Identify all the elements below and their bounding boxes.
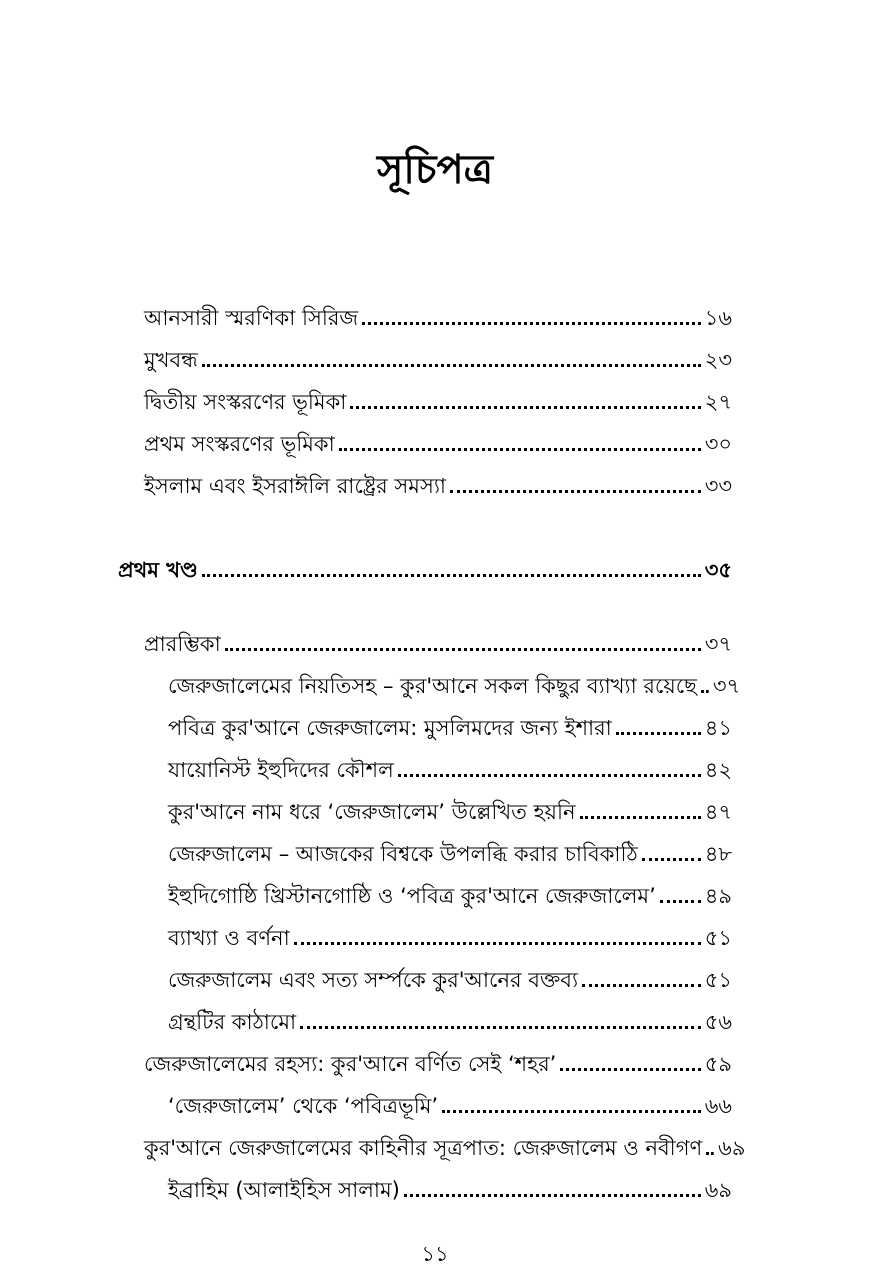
toc-entry-title: কুর'আনে জেরুজালেমের কাহিনীর সূত্রপাত: জেরুজালেম ও নবীগণ — [144, 1136, 703, 1160]
dot-leader — [706, 1152, 714, 1155]
toc-entry[interactable] — [144, 464, 732, 500]
toc-entry-title: ব্যাখ্যা ও বর্ণনা — [168, 926, 290, 950]
toc-entry-title: জেরুজালেমের নিয়তিসহ – কুর'আনে সকল কিছুর ব্যাখ্যা রয়েছে — [168, 674, 697, 698]
toc-entry-title: প্রথম সংস্করণের ভূমিকা — [144, 432, 335, 456]
dot-leader — [404, 1194, 701, 1197]
dot-leader — [560, 1068, 700, 1071]
toc-entry[interactable] — [144, 380, 732, 416]
toc-entry-title: যায়োনিস্ট ইহুদিদের কৌশল — [168, 758, 394, 782]
toc-subentry[interactable] — [168, 958, 732, 994]
toc-subentry[interactable] — [168, 706, 732, 742]
toc-entry-page: ৪২ — [704, 758, 732, 782]
dot-leader — [202, 574, 701, 577]
toc-entry-page: ৬৬ — [704, 1094, 732, 1118]
dot-leader — [580, 816, 701, 819]
toc-entry[interactable] — [144, 1126, 746, 1162]
dot-leader — [294, 942, 701, 945]
toc-entry-page: ১৬ — [704, 306, 732, 330]
toc-entry-page: ৫৯ — [704, 1052, 732, 1076]
toc-subentry[interactable] — [168, 874, 732, 910]
dot-leader — [701, 690, 709, 693]
dot-leader — [582, 984, 701, 987]
toc-entry-page: ৬৯ — [718, 1136, 746, 1160]
toc-subentry[interactable] — [168, 916, 732, 952]
toc-entry-page: ৪৮ — [704, 842, 732, 866]
toc-entry-title: কুর'আনে নাম ধরে ‘জেরুজালেম’ উল্লেখিত হয়নি — [168, 800, 576, 824]
toc-entry-page: ৬৯ — [704, 1178, 732, 1202]
toc-entry[interactable] — [144, 338, 732, 374]
toc-entry-page: ২৭ — [704, 390, 732, 414]
toc-entry-title: পবিত্র কুর'আনে জেরুজালেম: মুসলিমদের জন্য ইশারা — [168, 716, 612, 740]
dot-leader — [339, 448, 701, 451]
toc-entry-title: দ্বিতীয় সংস্করণের ভূমিকা — [144, 390, 347, 414]
toc-entry-title: জেরুজালেম এবং সত্য সর্ম্পকে কুর'আনের বক্তব্য — [168, 968, 579, 992]
toc-entry-title: আনসারী স্মরণিকা সিরিজ — [144, 306, 359, 330]
toc-entry-page: ৫১ — [704, 926, 732, 950]
toc-entry[interactable] — [144, 622, 732, 658]
dot-leader — [350, 406, 700, 409]
toc-entry-title: প্রারম্ভিকা — [144, 632, 221, 656]
dot-leader — [450, 490, 701, 493]
toc-entry-page: ৩০ — [704, 432, 732, 456]
toc-entry-page: ৩৫ — [704, 558, 732, 582]
toc-entry-page: ৫৬ — [704, 1010, 732, 1034]
dot-leader — [660, 900, 701, 903]
toc-entry-title: গ্রন্থটির কাঠামো — [168, 1010, 297, 1034]
dot-leader — [225, 648, 701, 651]
page-title: সূচিপত্র — [377, 147, 493, 193]
toc-subentry[interactable] — [168, 748, 732, 784]
toc-subentry[interactable] — [168, 1084, 732, 1120]
toc-entry-title: মুখবন্ধ — [144, 348, 198, 372]
toc-entry-title: প্রথম খণ্ড — [118, 558, 198, 582]
toc-entry-page: ৪১ — [704, 716, 732, 740]
toc-entry-page: ৩৭ — [712, 674, 741, 698]
dot-leader — [362, 322, 701, 325]
toc-entry-title: ইব্রাহিম (আলাইহিস সালাম) — [168, 1178, 400, 1202]
toc-subentry[interactable] — [168, 664, 741, 700]
toc-part-heading[interactable] — [118, 548, 732, 584]
toc-entry-page: ৩৭ — [704, 632, 732, 656]
toc-entry-title: ইহুদিগোষ্ঠি খ্রিস্টানগোষ্ঠি ও ‘পবিত্র কুর'আনে জেরুজালেম’ — [168, 884, 656, 908]
toc-entry-title: ‘জেরুজালেম’ থেকে ‘পবিত্রভূমি’ — [168, 1094, 439, 1118]
toc-entry[interactable] — [144, 1042, 732, 1078]
toc-subentry[interactable] — [168, 1168, 732, 1204]
toc-entry-page: ৪৯ — [704, 884, 732, 908]
toc-entry-page: ৩৩ — [704, 474, 732, 498]
dot-leader — [642, 858, 701, 861]
page-number: ১১ — [421, 1242, 449, 1266]
dot-leader — [398, 774, 701, 777]
toc-entry-page: ৫১ — [704, 968, 732, 992]
toc-subentry[interactable] — [168, 1000, 732, 1036]
toc-entry-title: ইসলাম এবং ইসরাঈলি রাষ্ট্রের সমস্যা — [144, 474, 446, 498]
toc-entry[interactable] — [144, 422, 732, 458]
toc-entry-title: জেরুজালেমের রহস্য: কুর'আনে বর্ণিত সেই ‘শহর’ — [144, 1052, 557, 1076]
dot-leader — [202, 364, 701, 367]
toc-entry[interactable] — [144, 296, 732, 332]
toc-entry-page: ২৩ — [704, 348, 732, 372]
dot-leader — [442, 1110, 701, 1113]
toc-subentry[interactable] — [168, 790, 732, 826]
toc-entry-title: জেরুজালেম – আজকের বিশ্বকে উপলব্ধি করার চাবিকাঠি — [168, 842, 638, 866]
dot-leader — [300, 1026, 701, 1029]
dot-leader — [616, 732, 701, 735]
toc-entry-page: ৪৭ — [704, 800, 732, 824]
toc-subentry[interactable] — [168, 832, 732, 868]
